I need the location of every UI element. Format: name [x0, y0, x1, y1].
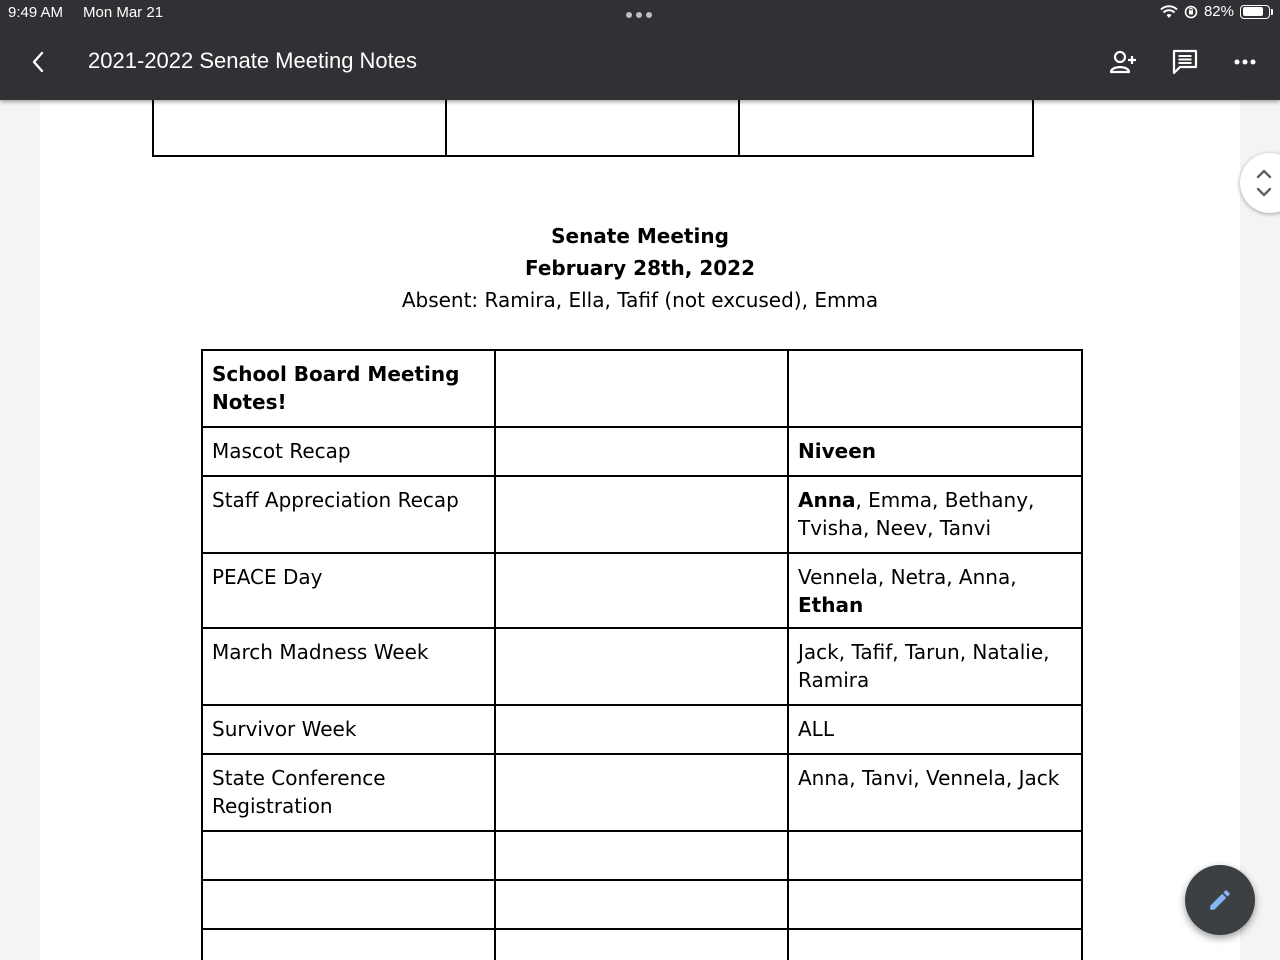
- cell-text: , Emma, Bethany, Tvisha, Neev, Tanvi: [798, 488, 1035, 540]
- table-row: [202, 427, 1082, 476]
- table-cell: [495, 705, 788, 754]
- table-cell: [788, 831, 1082, 880]
- table-cell: March Madness Week: [202, 628, 495, 705]
- top-app-bar: [0, 0, 1280, 100]
- back-button[interactable]: [20, 44, 56, 80]
- share-button[interactable]: [1104, 44, 1144, 80]
- table-cell: [202, 880, 495, 929]
- table-cell: [788, 880, 1082, 929]
- table-row: [153, 100, 1033, 156]
- table-cell: ALL: [788, 705, 1082, 754]
- table-row: [202, 476, 1082, 553]
- table-cell: Anna, Tanvi, Vennela, Jack: [788, 754, 1082, 831]
- status-time: 9:49 AM: [8, 4, 64, 21]
- cell-text: Vennela, Netra, Anna,: [798, 565, 1017, 589]
- document-page: [40, 100, 1240, 960]
- add-person-icon: [1109, 50, 1139, 74]
- meeting-title: Senate Meeting: [551, 224, 729, 248]
- status-right: [1160, 3, 1270, 20]
- table-cell: PEACE Day: [202, 553, 495, 628]
- table-row: [202, 553, 1082, 628]
- absent-list: Absent: Ramira, Ella, Tafif (not excused), Emma: [401, 288, 879, 312]
- table-cell: [788, 476, 1082, 553]
- table-cell: Survivor Week: [202, 705, 495, 754]
- table-cell: State Conference Registration: [202, 754, 495, 831]
- table-cell: [788, 350, 1082, 427]
- back-chevron-icon: [31, 51, 45, 73]
- more-options-button[interactable]: [1225, 44, 1265, 80]
- meeting-date: February 28th, 2022: [524, 256, 756, 280]
- table-cell: [495, 350, 788, 427]
- table-cell: [788, 427, 1082, 476]
- meeting-heading: [40, 220, 1240, 316]
- previous-table: [152, 100, 1034, 157]
- table-row: [202, 754, 1082, 831]
- battery-icon: [1240, 5, 1270, 19]
- table-row: [202, 880, 1082, 929]
- table-cell: [153, 100, 446, 156]
- more-horizontal-icon: [1234, 59, 1256, 65]
- table-cell: Staff Appreciation Recap: [202, 476, 495, 553]
- wifi-icon: [1160, 5, 1178, 19]
- table-cell: Mascot Recap: [202, 427, 495, 476]
- table-cell: [495, 831, 788, 880]
- table-cell: Jack, Tafif, Tarun, Natalie, Ramira: [788, 628, 1082, 705]
- table-cell: [495, 553, 788, 628]
- multitasking-dots-icon[interactable]: [626, 12, 652, 18]
- table-cell: [495, 476, 788, 553]
- document-title: 2021-2022 Senate Meeting Notes: [88, 48, 418, 73]
- header-cell-text: School Board Meeting Notes!: [212, 362, 460, 414]
- table-cell: [788, 929, 1082, 960]
- pencil-icon: [1207, 887, 1233, 913]
- table-cell: [495, 427, 788, 476]
- table-cell: [202, 929, 495, 960]
- table-cell: [495, 628, 788, 705]
- document-canvas[interactable]: [0, 100, 1280, 960]
- table-cell: [495, 754, 788, 831]
- bold-name: Anna: [798, 488, 856, 512]
- edit-button[interactable]: [1185, 865, 1255, 935]
- bold-name: Ethan: [798, 593, 864, 617]
- table-cell: [495, 880, 788, 929]
- table-cell: [202, 350, 495, 427]
- table-row: [202, 628, 1082, 705]
- orientation-lock-icon: [1184, 5, 1198, 19]
- meeting-notes-table: [201, 349, 1083, 960]
- table-cell: [788, 553, 1082, 628]
- status-date: Mon Mar 21: [83, 4, 164, 21]
- comments-button[interactable]: [1165, 44, 1205, 80]
- table-cell: [739, 100, 1033, 156]
- battery-percent: 82%: [1203, 3, 1234, 20]
- scroll-up-down-icon: [1254, 165, 1274, 201]
- table-header-row: [202, 350, 1082, 427]
- table-cell: [202, 831, 495, 880]
- table-row: [202, 831, 1082, 880]
- table-cell: [446, 100, 739, 156]
- table-row: [202, 705, 1082, 754]
- comment-icon: [1172, 49, 1198, 75]
- bold-name: Niveen: [798, 439, 876, 463]
- table-cell: [495, 929, 788, 960]
- table-row: [202, 929, 1082, 960]
